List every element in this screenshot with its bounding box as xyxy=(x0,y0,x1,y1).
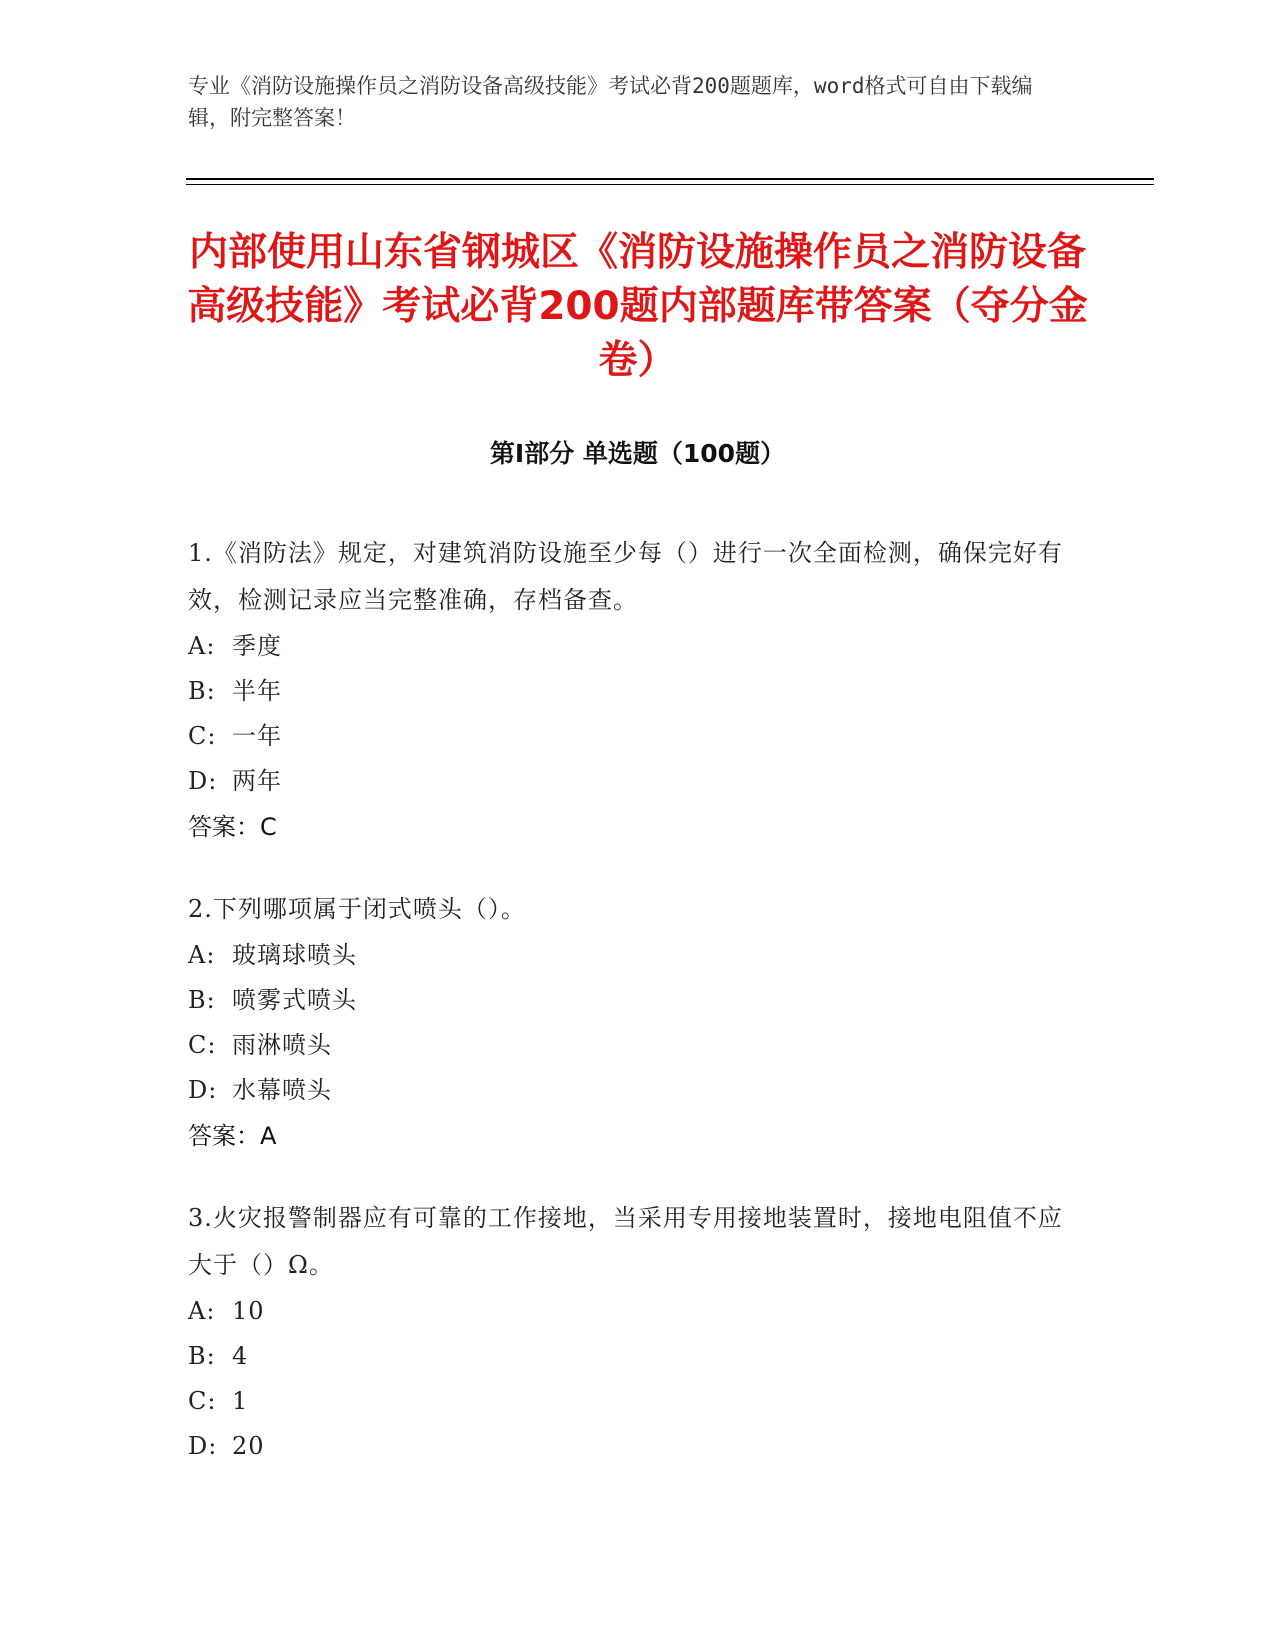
question-option xyxy=(188,1289,1068,1334)
option-text: 1 xyxy=(232,1387,249,1415)
option-key: B: xyxy=(188,677,216,705)
answer-value: C xyxy=(260,813,277,841)
option-text: 半年 xyxy=(232,677,282,705)
option-key: B: xyxy=(188,1342,216,1370)
question-option xyxy=(188,669,1068,714)
question-item xyxy=(188,530,1068,850)
question-option xyxy=(188,759,1068,804)
header-note: 专业《消防设施操作员之消防设备高级技能》考试必背200题题库，word格式可自由下载编辑，附完整答案！ xyxy=(188,74,1033,130)
option-text: 水幕喷头 xyxy=(232,1076,332,1104)
question-answer xyxy=(188,1113,1068,1159)
question-option xyxy=(188,1379,1068,1424)
answer-value: A xyxy=(260,1122,277,1150)
header-divider-thick xyxy=(186,178,1154,180)
option-key: A: xyxy=(188,632,216,660)
option-key: D: xyxy=(188,1076,218,1104)
answer-label: 答案： xyxy=(188,813,260,841)
option-text: 喷雾式喷头 xyxy=(232,986,357,1014)
option-text: 4 xyxy=(232,1342,249,1370)
question-option xyxy=(188,1334,1068,1379)
question-item xyxy=(188,1195,1068,1469)
option-text: 雨淋喷头 xyxy=(232,1031,332,1059)
question-item xyxy=(188,886,1068,1159)
question-stem: 1.《消防法》规定，对建筑消防设施至少每（）进行一次全面检测，确保完好有效，检测记录应当完整准确，存档备查。 xyxy=(188,539,1063,614)
header-divider-thin xyxy=(186,184,1154,185)
question-option xyxy=(188,1023,1068,1068)
question-option xyxy=(188,714,1068,759)
option-text: 一年 xyxy=(232,722,282,750)
question-option xyxy=(188,933,1068,978)
option-text: 10 xyxy=(232,1297,265,1325)
document-title: 内部使用山东省钢城区《消防设施操作员之消防设备高级技能》考试必背200题内部题库带答案（夺分金卷） xyxy=(187,230,1088,383)
question-list xyxy=(188,530,1068,1505)
option-text: 季度 xyxy=(232,632,282,660)
question-option xyxy=(188,978,1068,1023)
question-option xyxy=(188,624,1068,669)
question-stem: 2.下列哪项属于闭式喷头（）。 xyxy=(188,895,526,923)
option-key: B: xyxy=(188,986,216,1014)
option-key: D: xyxy=(188,1432,218,1460)
question-answer xyxy=(188,804,1068,850)
option-text: 两年 xyxy=(232,767,282,795)
question-option xyxy=(188,1424,1068,1469)
option-key: C: xyxy=(188,1031,217,1059)
option-text: 20 xyxy=(232,1432,265,1460)
option-key: C: xyxy=(188,1387,217,1415)
option-key: A: xyxy=(188,941,216,969)
option-text: 玻璃球喷头 xyxy=(232,941,357,969)
answer-label: 答案： xyxy=(188,1122,260,1150)
section-heading: 第I部分 单选题（100题） xyxy=(489,439,786,468)
option-key: A: xyxy=(188,1297,216,1325)
question-stem: 3.火灾报警制器应有可靠的工作接地，当采用专用接地装置时，接地电阻值不应大于（）Ω。 xyxy=(188,1204,1063,1279)
option-key: C: xyxy=(188,722,217,750)
question-option xyxy=(188,1068,1068,1113)
option-key: D: xyxy=(188,767,218,795)
